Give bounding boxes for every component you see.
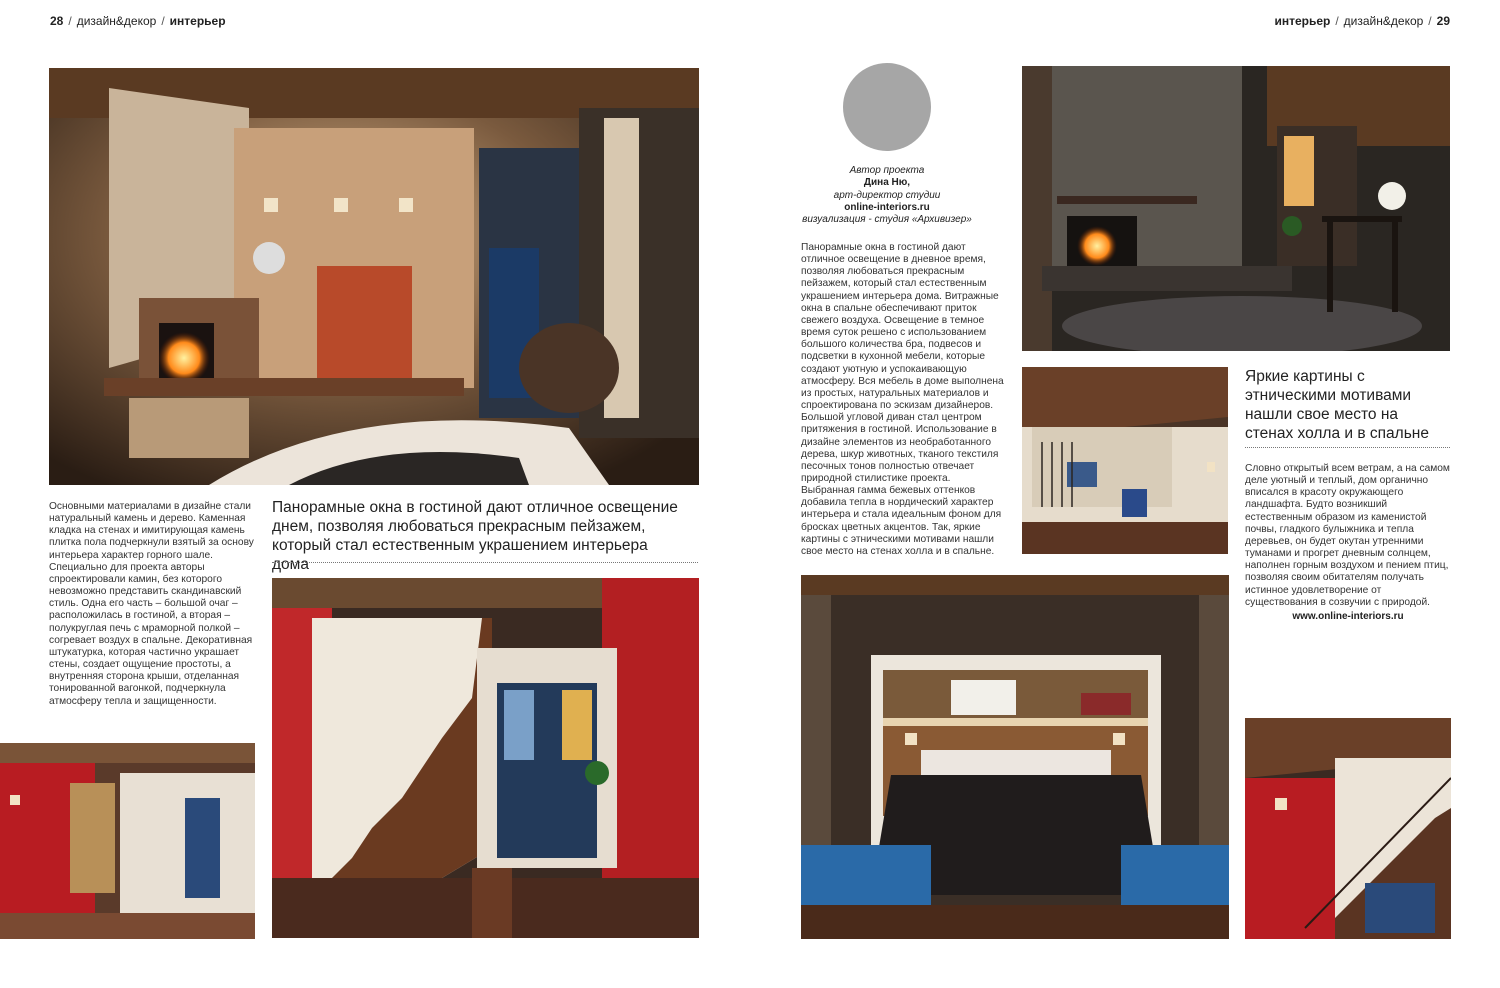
website-link[interactable]: www.online-interiors.ru xyxy=(1292,611,1404,622)
photo-hallway xyxy=(0,743,255,939)
header-topic-right: интерьер xyxy=(1274,14,1331,28)
photo-staircase xyxy=(272,578,699,938)
credit-role: Автор проекта xyxy=(849,165,925,176)
page-header-right: интерьер / дизайн&декор / 29 xyxy=(1274,14,1450,28)
page-header-left: 28 / дизайн&декор / интерьер xyxy=(50,14,226,28)
pull-quote-left: Панорамные окна в гостиной дают отличное освещение днем, позволяя любоваться прекрасным пейзажем, который стал естественным украшением интерьера дома xyxy=(272,499,678,573)
photo-stairwell-red xyxy=(1245,718,1451,939)
article-body-left: Основными материалами в дизайне стали натуральный камень и дерево. Каменная кладка на стенах и имитирующая камень плитка пола подчеркнули взятый за основу интерьера характер горного шале. Специально для проекта авторы спроектировали камин, без которого невозможно представить скандинавский стиль. Одна его часть – большой очаг – расположилась в гостиной, а вторая – полукруглая печь с мраморной полкой – согревает воздух в спальне. Декоративная штукатурка, которая частично украшает стены, создает ощущение простоты, а внутренняя сторона крыши, отделанная тонированной вагонкой, подчеркнула атмосферу тепла и защищенности. xyxy=(49,501,254,707)
photo-stair-landing xyxy=(1022,367,1228,554)
credit-site: online-interiors.ru xyxy=(844,201,930,213)
header-topic-left: интерьер xyxy=(169,14,226,28)
author-avatar xyxy=(843,63,931,151)
article-body-right-2: Словно открытый всем ветрам, а на самом деле уютный и теплый, дом органично вписался в красоту окружающего ландшафта. Будто возникший естественным образом из каменистой почвы, гладкого булыжника и тепла деревьев, он будет окутан утренними туманами и прогрет дневным солнцем, наполнен горным воздухом и пением птиц, позволяя своим обитателям получать истинное удовлетворение от существования в созвучии с природой. xyxy=(1245,463,1450,608)
article-body-right: Панорамные окна в гостиной дают отличное освещение в дневное время, позволяя любоваться прекрасным пейзажем, который стал естественным украшением интерьера дома. Витражные окна в спальне обеспечивают приток свежего воздуха. Освещение в темное время суток решено с использованием большого количества бра, подвесов и подсветки в кухонной мебели, которые создают уютную и успокаивающую атмосферу. Вся мебель в доме выполнена из простых, натуральных материалов и спроектирована по эскизам дизайнеров. Большой угловой диван стал центром притяжения в гостиной. Использование в дизайне элементов из необработанного дерева, шкур животных, тканого текстиля песочных тонов полностью отвечает природной стилистике проекта. Выбранная гамма бежевых оттенков добавила тепла в нордический характер интерьера и стала идеальным фоном для бросках цветных акцентов. Так, яркие картины с этническими мотивами нашли свое место на стенах холла и в спальне. xyxy=(801,242,1004,557)
header-section-left: дизайн&декор xyxy=(76,14,157,28)
header-section-right: дизайн&декор xyxy=(1343,14,1424,28)
page-number-left: 28 xyxy=(50,14,64,28)
pull-quote-right: Яркие картины с этническими мотивами нашли свое место на стенах холла и в спальне xyxy=(1245,368,1429,442)
pull-quote-divider-right xyxy=(1245,447,1450,448)
photo-bedroom xyxy=(801,575,1229,939)
credit-name: Дина Ню, xyxy=(863,177,911,189)
pull-quote-divider-left xyxy=(272,562,698,563)
page-number-right: 29 xyxy=(1436,14,1450,28)
photo-stone-fireplace xyxy=(1022,66,1450,351)
author-credits xyxy=(787,165,987,226)
credit-position: арт-директор студии xyxy=(833,189,941,201)
photo-living-room xyxy=(49,68,699,485)
credit-visualization: визуализация - студия «Архивизер» xyxy=(802,214,972,226)
